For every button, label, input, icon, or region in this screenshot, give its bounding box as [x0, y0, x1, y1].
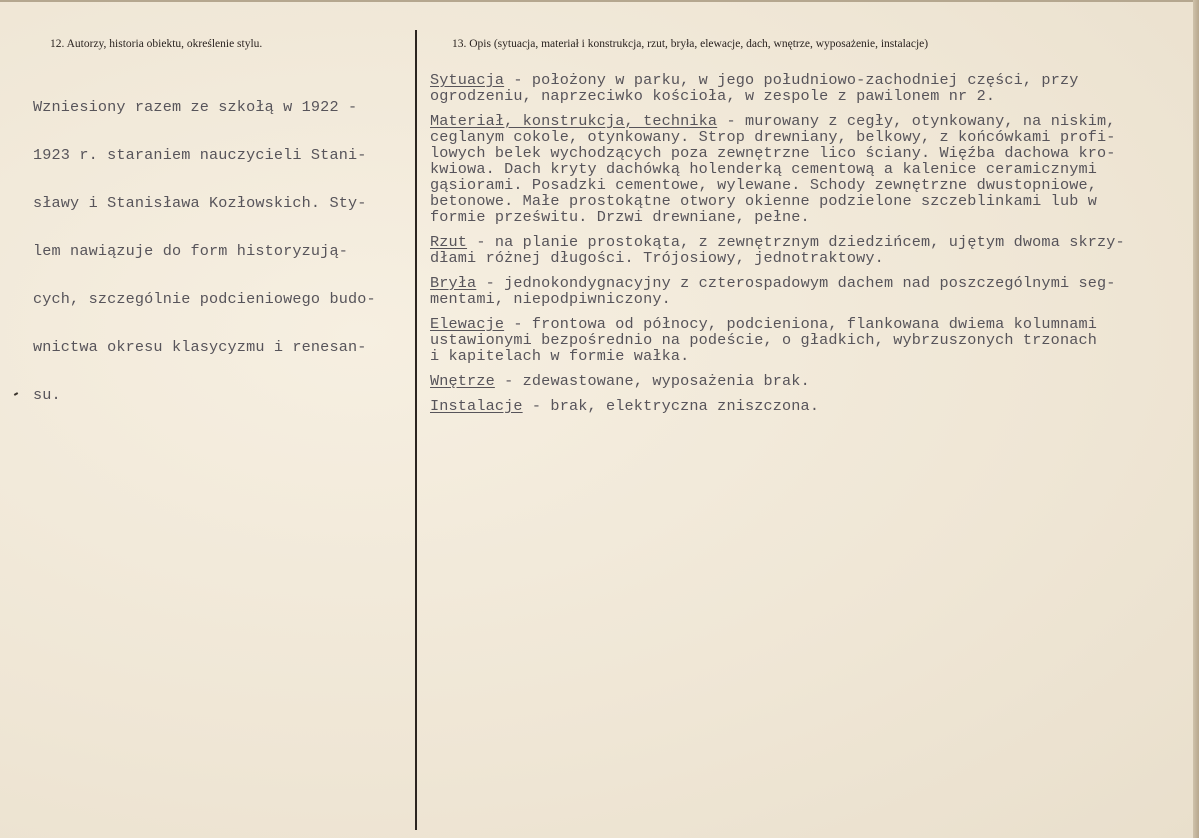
section-line: - zdewastowane, wyposażenia brak. [494, 372, 810, 390]
history-line: cych, szczególnie podcieniowego budo- [33, 290, 376, 308]
section-instalacje [430, 398, 1125, 414]
field-12-header: 12. Autorzy, historia obiektu, określenie stylu. [50, 38, 263, 50]
section-line: - murowany z cegły, otynkowany, na niskim, [717, 112, 1116, 130]
section-heading: Rzut [430, 233, 468, 251]
section-line: i kapitelach w formie wałka. [430, 347, 690, 365]
column-divider [415, 30, 417, 830]
section-line: - brak, elektryczna zniszczona. [522, 397, 820, 415]
ink-mark [14, 392, 18, 396]
section-line: kwiowa. Dach kryty dachówką holenderką cementową a kalenice ceramicznymi [430, 160, 1098, 178]
section-line: - frontowa od północy, podcieniona, flankowana dwiema kolumnami [504, 315, 1098, 333]
section-sytuacja [430, 72, 1125, 104]
section-rzut [430, 234, 1125, 266]
section-line: - na planie prostokąta, z zewnętrznym dziedzińcem, ujętym dwoma skrzy- [467, 233, 1125, 251]
section-line: ceglanym cokole, otynkowany. Strop drewniany, belkowy, z końcówkami profi- [430, 128, 1116, 146]
section-bryla [430, 275, 1125, 307]
sheet-edge [1193, 0, 1199, 838]
section-line: lowych belek wychodzących poza zewnętrzne lico ściany. Więźba dachowa kro- [430, 144, 1116, 162]
history-text [33, 67, 376, 435]
section-line: gąsiorami. Posadzki cementowe, wylewane. Schody zewnętrzne dwustopniowe, [430, 176, 1098, 194]
section-line: formie prześwitu. Drzwi drewniane, pełne. [430, 208, 810, 226]
section-line: - położony w parku, w jego południowo-zachodniej części, przy [504, 71, 1079, 89]
section-heading: Instalacje [430, 397, 523, 415]
history-line: su. [33, 386, 61, 404]
section-heading: Materiał, konstrukcja, technika [430, 112, 718, 130]
section-line: - jednokondygnacyjny z czterospadowym dachem nad poszczególnymi seg- [476, 274, 1116, 292]
section-wnetrze [430, 373, 1125, 389]
section-elewacje [430, 316, 1125, 364]
section-heading: Elewacje [430, 315, 505, 333]
history-line: Wzniesiony razem ze szkołą w 1922 - [33, 98, 358, 116]
description-sections [430, 72, 1125, 423]
section-heading: Bryła [430, 274, 477, 292]
history-line: 1923 r. staraniem nauczycieli Stani- [33, 146, 367, 164]
field-13-header: 13. Opis (sytuacja, materiał i konstrukcja, rzut, bryła, elewacje, dach, wnętrze, wyposażenie, instalacje) [452, 38, 929, 50]
section-heading: Wnętrze [430, 372, 495, 390]
section-line: ogrodzeniu, naprzeciwko kościoła, w zespole z pawilonem nr 2. [430, 87, 996, 105]
section-heading: Sytuacja [430, 71, 505, 89]
section-line: ustawionymi bezpośrednio na podeście, o gładkich, wybrzuszonych trzonach [430, 331, 1098, 349]
section-line: betonowe. Małe prostokątne otwory okienne podzielone szczeblinkami lub w [430, 192, 1098, 210]
top-edge [0, 0, 1199, 2]
section-line: mentami, niepodpiwniczony. [430, 290, 671, 308]
section-material [430, 113, 1125, 225]
history-line: wnictwa okresu klasycyzmu i renesan- [33, 338, 367, 356]
history-line: sławy i Stanisława Kozłowskich. Sty- [33, 194, 367, 212]
section-line: dłami różnej długości. Trójosiowy, jednotraktowy. [430, 249, 884, 267]
history-line: lem nawiązuje do form historyzują- [33, 242, 348, 260]
